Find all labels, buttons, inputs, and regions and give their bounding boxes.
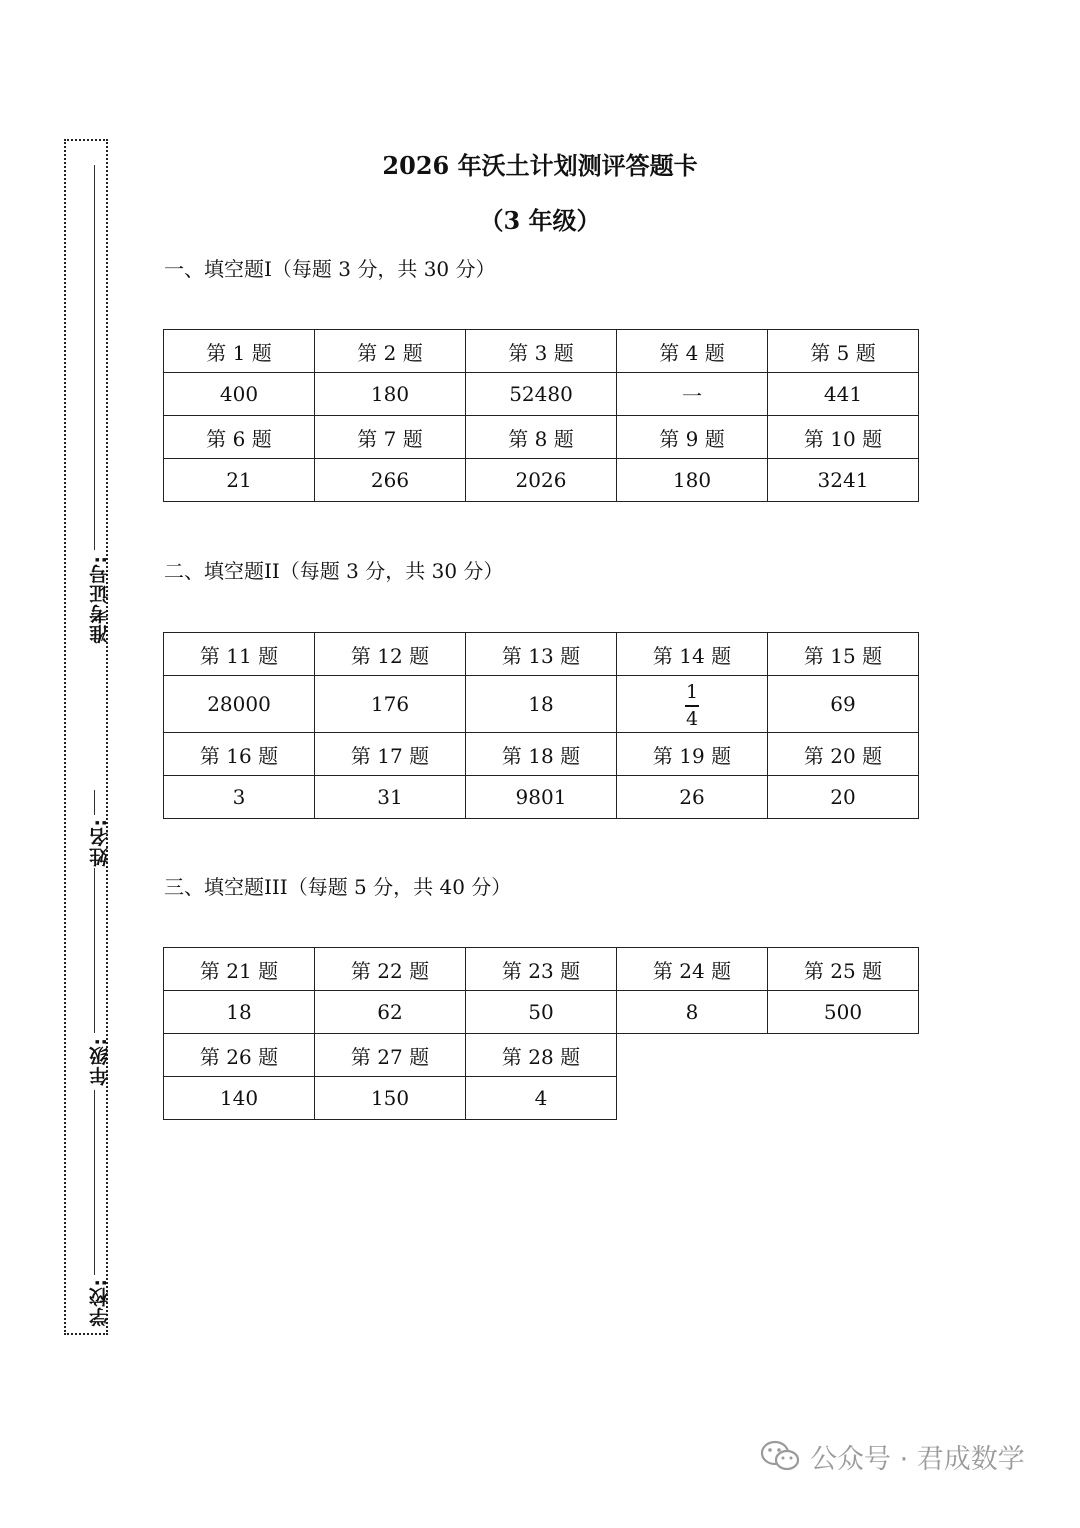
name-label: 姓名: <box>89 818 111 867</box>
binding-strip <box>64 139 108 1335</box>
section-2-title: 二、填空题II（每题 3 分，共 30 分） <box>164 559 504 583</box>
question-label: 第 18 题 <box>466 733 617 776</box>
answer-cell: 69 <box>768 676 919 733</box>
answer-cell: 400 <box>164 373 315 416</box>
answer-cell: 3241 <box>768 459 919 502</box>
answer-cell: 26 <box>617 776 768 819</box>
question-label: 第 24 题 <box>617 948 768 991</box>
empty-cell <box>768 1077 919 1120</box>
answer-cell: 441 <box>768 373 919 416</box>
question-label: 第 8 题 <box>466 416 617 459</box>
watermark <box>760 1434 1025 1478</box>
answer-cell: 500 <box>768 991 919 1034</box>
grade-line <box>94 868 95 1033</box>
question-label: 第 15 题 <box>768 633 919 676</box>
empty-cell <box>768 1034 919 1077</box>
question-label: 第 13 题 <box>466 633 617 676</box>
answer-cell: 21 <box>164 459 315 502</box>
question-label: 第 6 题 <box>164 416 315 459</box>
question-label: 第 11 题 <box>164 633 315 676</box>
answer-cell: 176 <box>315 676 466 733</box>
question-label: 第 2 题 <box>315 330 466 373</box>
answer-cell: 一 <box>617 373 768 416</box>
question-label: 第 21 题 <box>164 948 315 991</box>
page-subtitle: （3 年级） <box>479 206 601 235</box>
section-1-title: 一、填空题I（每题 3 分，共 30 分） <box>164 257 496 281</box>
answer-cell: 31 <box>315 776 466 819</box>
section-3-table <box>163 947 919 1120</box>
question-label: 第 4 题 <box>617 330 768 373</box>
answer-cell: 4 <box>466 1077 617 1120</box>
school-line <box>94 1090 95 1275</box>
question-label: 第 28 题 <box>466 1034 617 1077</box>
question-label: 第 27 题 <box>315 1034 466 1077</box>
answer-cell: 266 <box>315 459 466 502</box>
section-2-table <box>163 632 919 819</box>
answer-cell: 18 <box>164 991 315 1034</box>
answer-cell: 18 <box>466 676 617 733</box>
question-label: 第 17 题 <box>315 733 466 776</box>
answer-cell: 3 <box>164 776 315 819</box>
fraction-denominator: 4 <box>685 707 699 730</box>
question-label: 第 19 题 <box>617 733 768 776</box>
watermark-text: 公众号 · 君成数学 <box>810 1443 1025 1475</box>
answer-cell: 140 <box>164 1077 315 1120</box>
answer-cell: 52480 <box>466 373 617 416</box>
question-label: 第 20 题 <box>768 733 919 776</box>
question-label: 第 5 题 <box>768 330 919 373</box>
answer-cell: 62 <box>315 991 466 1034</box>
answer-cell: 2026 <box>466 459 617 502</box>
question-label: 第 1 题 <box>164 330 315 373</box>
question-label: 第 7 题 <box>315 416 466 459</box>
answer-cell: 28000 <box>164 676 315 733</box>
school-label: 学校: <box>89 1278 111 1327</box>
question-label: 第 25 题 <box>768 948 919 991</box>
empty-cell <box>617 1077 768 1120</box>
question-label: 第 22 题 <box>315 948 466 991</box>
exam-id-label: 准考证号: <box>89 555 111 644</box>
answer-cell: 8 <box>617 991 768 1034</box>
question-label: 第 10 题 <box>768 416 919 459</box>
question-label: 第 16 题 <box>164 733 315 776</box>
name-line <box>94 790 95 815</box>
fraction-numerator: 1 <box>685 681 699 704</box>
answer-cell: 180 <box>315 373 466 416</box>
section-3-title: 三、填空题III（每题 5 分，共 40 分） <box>164 875 512 899</box>
wechat-icon <box>760 1439 800 1473</box>
empty-cell <box>617 1034 768 1077</box>
section-1-table <box>163 329 919 502</box>
question-label: 第 3 题 <box>466 330 617 373</box>
question-label: 第 23 题 <box>466 948 617 991</box>
fraction <box>685 683 699 729</box>
answer-cell: 9801 <box>466 776 617 819</box>
answer-cell-fraction <box>617 676 768 733</box>
answer-cell: 20 <box>768 776 919 819</box>
question-label: 第 9 题 <box>617 416 768 459</box>
answer-cell: 150 <box>315 1077 466 1120</box>
answer-cell: 50 <box>466 991 617 1034</box>
fraction-bar <box>685 705 699 707</box>
question-label: 第 14 题 <box>617 633 768 676</box>
grade-label: 年级: <box>89 1037 111 1086</box>
answer-cell: 180 <box>617 459 768 502</box>
page-title: 2026 年沃土计划测评答题卡 <box>382 151 698 180</box>
question-label: 第 12 题 <box>315 633 466 676</box>
question-label: 第 26 题 <box>164 1034 315 1077</box>
